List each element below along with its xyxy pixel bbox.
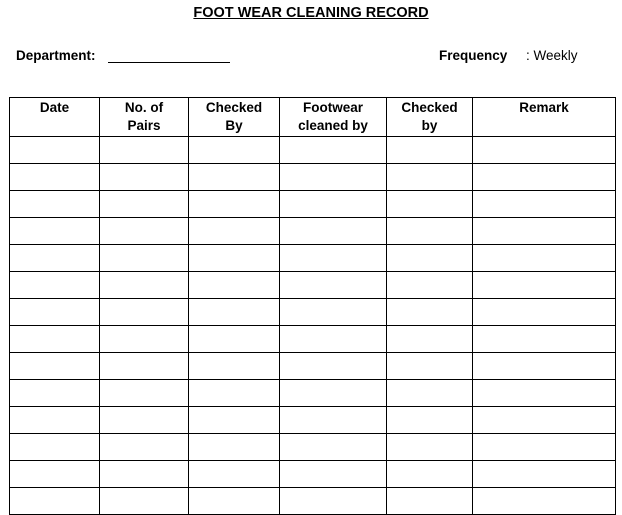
- frequency-value: : Weekly: [526, 48, 578, 63]
- cell-no-of-pairs[interactable]: [100, 353, 189, 380]
- cell-no-of-pairs[interactable]: [100, 380, 189, 407]
- cell-footwear-cleaned-by[interactable]: [280, 164, 387, 191]
- table-body: [10, 137, 616, 515]
- cell-footwear-cleaned-by[interactable]: [280, 245, 387, 272]
- cell-remark[interactable]: [473, 164, 616, 191]
- table-row: [10, 353, 616, 380]
- cell-no-of-pairs[interactable]: [100, 272, 189, 299]
- cell-no-of-pairs[interactable]: [100, 245, 189, 272]
- cell-remark[interactable]: [473, 488, 616, 515]
- cell-footwear-cleaned-by[interactable]: [280, 299, 387, 326]
- cell-footwear-cleaned-by[interactable]: [280, 380, 387, 407]
- cell-footwear-cleaned-by[interactable]: [280, 326, 387, 353]
- cell-no-of-pairs[interactable]: [100, 191, 189, 218]
- cell-footwear-cleaned-by[interactable]: [280, 461, 387, 488]
- table-row: [10, 245, 616, 272]
- cell-checked-by-2[interactable]: [387, 434, 473, 461]
- cell-checked-by[interactable]: [189, 407, 280, 434]
- cell-remark[interactable]: [473, 461, 616, 488]
- column-header-no-of-pairs: No. of Pairs: [100, 98, 189, 137]
- cell-footwear-cleaned-by[interactable]: [280, 191, 387, 218]
- cell-checked-by-2[interactable]: [387, 299, 473, 326]
- cell-checked-by-2[interactable]: [387, 191, 473, 218]
- cell-no-of-pairs[interactable]: [100, 407, 189, 434]
- cell-date[interactable]: [10, 461, 100, 488]
- cell-footwear-cleaned-by[interactable]: [280, 407, 387, 434]
- cell-no-of-pairs[interactable]: [100, 137, 189, 164]
- cell-date[interactable]: [10, 434, 100, 461]
- cell-checked-by-2[interactable]: [387, 245, 473, 272]
- cell-remark[interactable]: [473, 407, 616, 434]
- cell-checked-by[interactable]: [189, 461, 280, 488]
- cell-date[interactable]: [10, 164, 100, 191]
- cell-footwear-cleaned-by[interactable]: [280, 353, 387, 380]
- page-title: FOOT WEAR CLEANING RECORD: [193, 5, 429, 21]
- cell-checked-by-2[interactable]: [387, 461, 473, 488]
- table-row: [10, 434, 616, 461]
- column-header-date: Date: [10, 98, 100, 137]
- cell-checked-by[interactable]: [189, 272, 280, 299]
- cell-remark[interactable]: [473, 191, 616, 218]
- cell-checked-by-2[interactable]: [387, 272, 473, 299]
- cell-checked-by[interactable]: [189, 326, 280, 353]
- cell-no-of-pairs[interactable]: [100, 218, 189, 245]
- table-row: [10, 272, 616, 299]
- cell-checked-by-2[interactable]: [387, 407, 473, 434]
- table-row: [10, 191, 616, 218]
- cell-date[interactable]: [10, 245, 100, 272]
- cell-remark[interactable]: [473, 272, 616, 299]
- cell-footwear-cleaned-by[interactable]: [280, 434, 387, 461]
- table-row: [10, 164, 616, 191]
- cell-checked-by[interactable]: [189, 380, 280, 407]
- cell-checked-by[interactable]: [189, 137, 280, 164]
- cell-date[interactable]: [10, 488, 100, 515]
- cell-date[interactable]: [10, 299, 100, 326]
- frequency-label: Frequency: [439, 48, 508, 63]
- cell-checked-by[interactable]: [189, 488, 280, 515]
- department-label: Department:: [16, 48, 96, 63]
- column-header-footwear-cleaned-by: Footwear cleaned by: [280, 98, 387, 137]
- cell-remark[interactable]: [473, 245, 616, 272]
- cell-no-of-pairs[interactable]: [100, 461, 189, 488]
- column-header-checked-by-2: Checked by: [387, 98, 473, 137]
- cell-checked-by-2[interactable]: [387, 353, 473, 380]
- cell-no-of-pairs[interactable]: [100, 326, 189, 353]
- cell-footwear-cleaned-by[interactable]: [280, 272, 387, 299]
- cell-no-of-pairs[interactable]: [100, 164, 189, 191]
- cell-date[interactable]: [10, 137, 100, 164]
- cell-checked-by-2[interactable]: [387, 137, 473, 164]
- cell-checked-by-2[interactable]: [387, 380, 473, 407]
- cell-checked-by[interactable]: [189, 245, 280, 272]
- cell-date[interactable]: [10, 407, 100, 434]
- cleaning-record-table: [9, 97, 616, 515]
- column-header-remark: Remark: [473, 98, 616, 137]
- department-field[interactable]: [108, 62, 230, 63]
- cell-checked-by[interactable]: [189, 353, 280, 380]
- cell-date[interactable]: [10, 272, 100, 299]
- table-row: [10, 407, 616, 434]
- table-header-row: [10, 98, 616, 137]
- cell-checked-by[interactable]: [189, 218, 280, 245]
- cell-checked-by[interactable]: [189, 299, 280, 326]
- cell-remark[interactable]: [473, 353, 616, 380]
- cell-date[interactable]: [10, 191, 100, 218]
- cell-remark[interactable]: [473, 326, 616, 353]
- cell-checked-by[interactable]: [189, 434, 280, 461]
- cell-footwear-cleaned-by[interactable]: [280, 218, 387, 245]
- table-row: [10, 299, 616, 326]
- cell-checked-by-2[interactable]: [387, 218, 473, 245]
- cell-checked-by[interactable]: [189, 164, 280, 191]
- cell-footwear-cleaned-by[interactable]: [280, 488, 387, 515]
- table-row: [10, 380, 616, 407]
- table-row: [10, 488, 616, 515]
- column-header-checked-by: Checked By: [189, 98, 280, 137]
- cell-remark[interactable]: [473, 434, 616, 461]
- cell-no-of-pairs[interactable]: [100, 434, 189, 461]
- table-row: [10, 218, 616, 245]
- cell-remark[interactable]: [473, 218, 616, 245]
- cell-no-of-pairs[interactable]: [100, 299, 189, 326]
- cell-remark[interactable]: [473, 299, 616, 326]
- cell-date[interactable]: [10, 218, 100, 245]
- cell-date[interactable]: [10, 380, 100, 407]
- cell-checked-by[interactable]: [189, 191, 280, 218]
- cell-checked-by-2[interactable]: [387, 164, 473, 191]
- cell-remark[interactable]: [473, 380, 616, 407]
- cell-checked-by-2[interactable]: [387, 488, 473, 515]
- table-row: [10, 137, 616, 164]
- cell-date[interactable]: [10, 326, 100, 353]
- cell-checked-by-2[interactable]: [387, 326, 473, 353]
- cell-remark[interactable]: [473, 137, 616, 164]
- table-row: [10, 461, 616, 488]
- cell-footwear-cleaned-by[interactable]: [280, 137, 387, 164]
- cell-date[interactable]: [10, 353, 100, 380]
- cell-no-of-pairs[interactable]: [100, 488, 189, 515]
- table-row: [10, 326, 616, 353]
